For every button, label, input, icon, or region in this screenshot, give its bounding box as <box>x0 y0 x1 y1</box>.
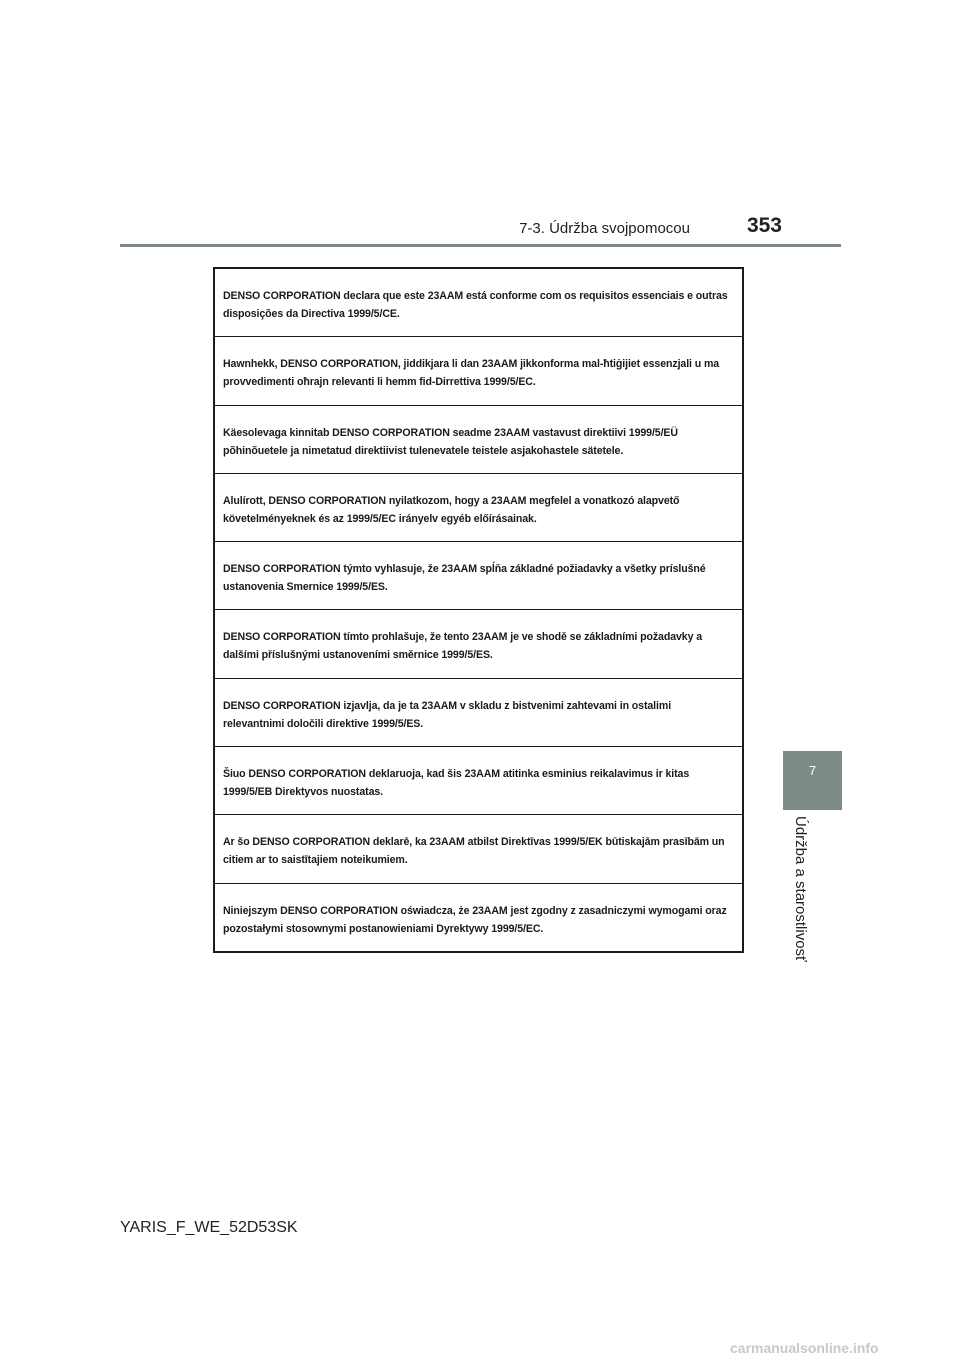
declaration-lithuanian: Šiuo DENSO CORPORATION deklaruoja, kad šis 23AAM atitinka esminius reikalavimus ir kitas 1999/5/EB Direktyvos nuostatas. <box>215 747 742 815</box>
conformity-declarations-box <box>213 267 744 953</box>
declaration-slovenian: DENSO CORPORATION izjavlja, da je ta 23AAM v skladu z bistvenimi zahtevami in ostalimi relevantnimi določili direktive 1999/5/ES. <box>215 679 742 747</box>
declaration-maltese: Hawnhekk, DENSO CORPORATION, jiddikjara li dan 23AAM jikkonforma mal-ħtiġijiet essenzjali u ma provvedimenti oħrajn relevanti li hemm fid-Dirrettiva 1999/5/EC. <box>215 337 742 405</box>
page-number: 353 <box>746 214 782 237</box>
chapter-label: Údržba a starostlivosť <box>792 816 809 962</box>
declaration-portuguese: DENSO CORPORATION declara que este 23AAM está conforme com os requisitos essenciais e outras disposições da Directiva 1999/5/CE. <box>215 269 742 337</box>
declaration-latvian: Ar šo DENSO CORPORATION deklarē, ka 23AAM atbilst Direktīvas 1999/5/EK būtiskajām prasībām un citiem ar to saistītajiem noteikumiem. <box>215 815 742 883</box>
watermark: carmanualsonline.info <box>730 1340 879 1356</box>
declaration-slovak: DENSO CORPORATION týmto vyhlasuje, že 23AAM spĺňa základné požiadavky a všetky príslušné ustanovenia Smernice 1999/5/ES. <box>215 542 742 610</box>
declaration-hungarian: Alulírott, DENSO CORPORATION nyilatkozom, hogy a 23AAM megfelel a vonatkozó alapvető követelményeknek és az 1999/5/EC irányelv egyéb előírásainak. <box>215 474 742 542</box>
section-title: 7-3. Údržba svojpomocou <box>519 220 690 237</box>
declaration-czech: DENSO CORPORATION tímto prohlašuje, že tento 23AAM je ve shodě se základními požadavky a dalšími příslušnými ustanoveními směrnice 1999/5/ES. <box>215 610 742 678</box>
declaration-polish: Niniejszym DENSO CORPORATION oświadcza, że 23AAM jest zgodny z zasadniczymi wymogami oraz pozostałymi stosownymi postanowieniami Dyrektywy 1999/5/EC. <box>223 904 727 935</box>
header-divider <box>120 244 841 247</box>
document-code: YARIS_F_WE_52D53SK <box>120 1219 298 1236</box>
chapter-tab[interactable]: 7 <box>783 751 842 810</box>
declaration-estonian: Käesolevaga kinnitab DENSO CORPORATION seadme 23AAM vastavust direktiivi 1999/5/EÜ põhinõuetele ja nimetatud direktiivist tulenevatele teistele asjakohastele sätetele. <box>215 406 742 474</box>
